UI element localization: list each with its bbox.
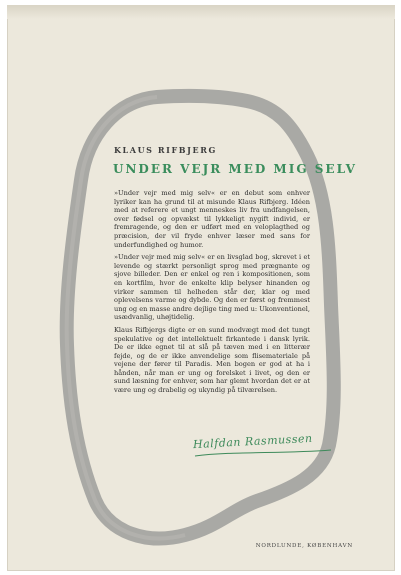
signature-underline [193,448,333,460]
blurb-paragraph: »Under vejr med mig selv« er en debut som enhver lyriker kan ha grund til at misunde Klaus Rifbjerg. Idéen med at referere et ungt menneskes liv fra undfangelsen, over fødsel og opvækst til lykkeligt nygift individ, er fremragende, og den er udført med en veloplagthed og præcision, der vil fryde enhver læser med sans for underfundighed og humor. [114,189,310,249]
book-back-cover [7,5,395,571]
blurb-text [114,189,310,399]
author-name: KLAUS RIFBJERG [114,145,217,155]
signature: Halfdan Rasmussen [192,431,313,452]
book-title: UNDER VEJR MED MIG SELV [113,162,357,176]
blurb-paragraph: Klaus Rifbjergs digte er en sund modvægt mod det tungt spekulative og det intellektuelt firkantede i dansk lyrik. De er ikke egnet til at slå på tæven med i en litterær fejde, og de er ikke anvendelige som flisemateriale på vejene der fører til Paradis. Men bogen er god at ha i hånden, når man er ung og forelsket i livet, og den er sund læsning for enhver, som har glemt hvordan det er at være ung og drabelig og ukyndig på tilværelsen. [114,325,310,395]
publisher-imprint: NORDLUNDE, KØBENHAVN [255,543,353,549]
blurb-paragraph: »Under vejr med mig selv« er en livsglad bog, skrevet i et levende og stærkt personligt sprog med prægnante og sjove billeder. Den er enkel og ren i kompositionen, som en kortfilm, hvor de enkelte klip belyser hinanden og virker sammen til helheden står der, klar og med oplevelsens varme og dybde. Og den er først og fremmest ung og en masse andre dejlige ting med u: Ukonventionel, usædvanlig, uhøjtidelig. [114,253,310,322]
